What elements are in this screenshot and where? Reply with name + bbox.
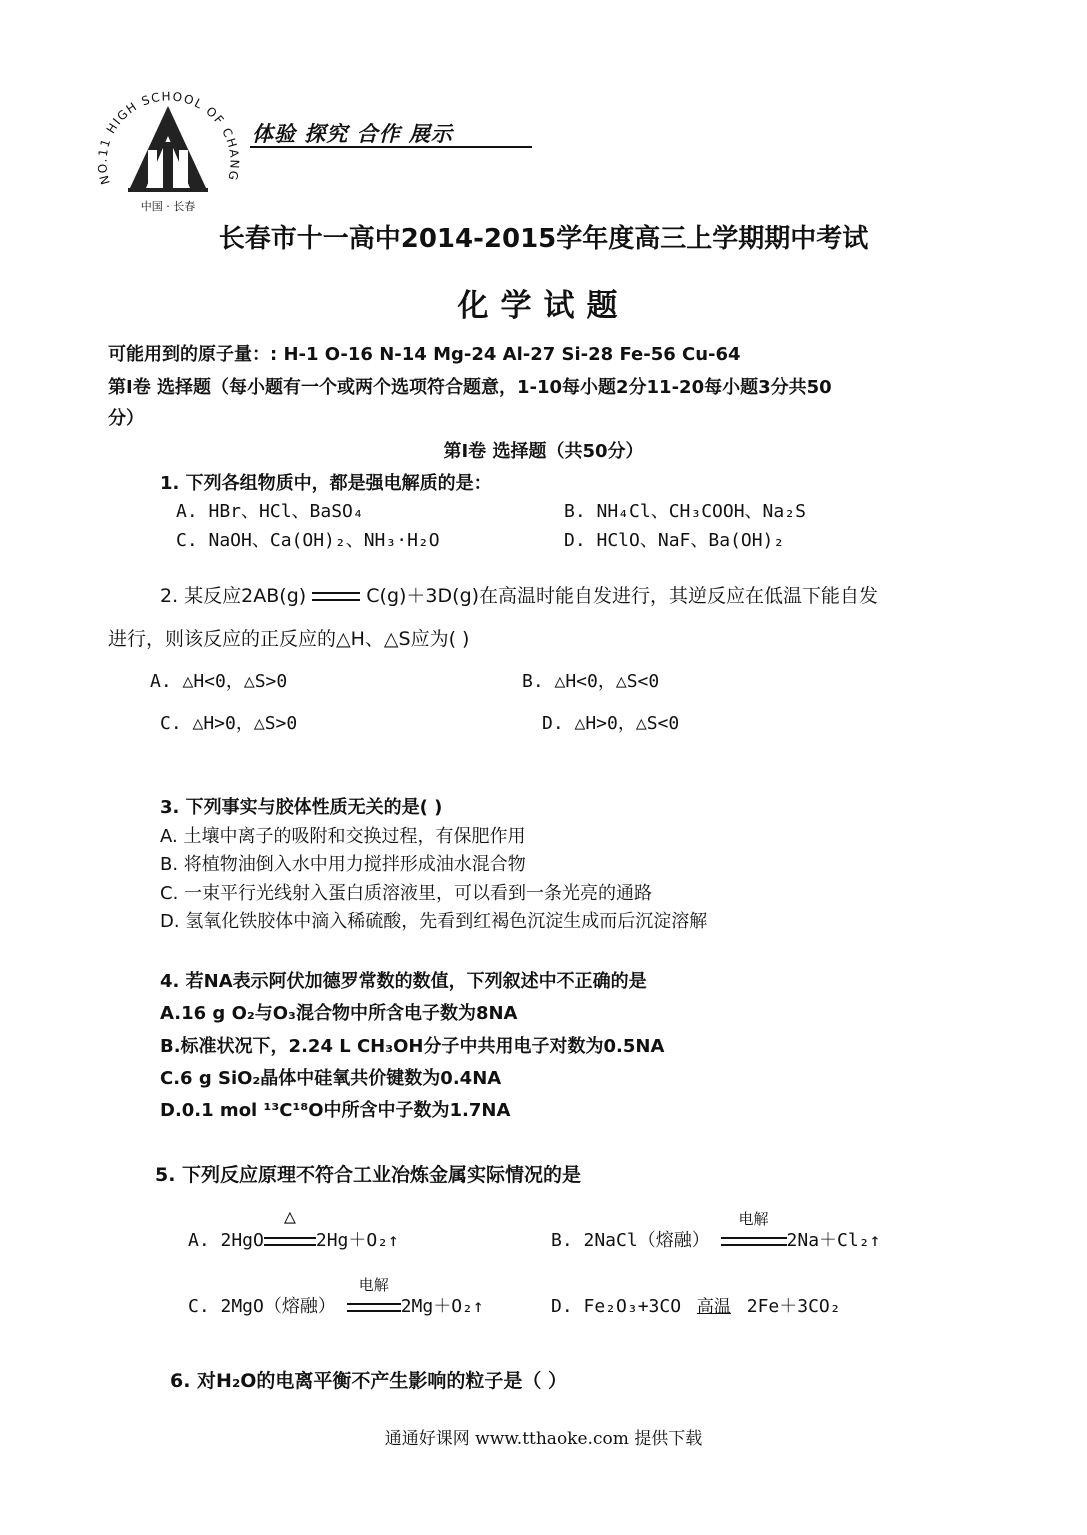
equals-arrow-icon [721, 1237, 787, 1246]
q2-option-c: C. △H>0，△S>0 [160, 713, 298, 734]
q5-b-reactants: B. 2NaCl（熔融） [551, 1230, 710, 1251]
logo-bottom-text: 中国 · 长春 [140, 200, 196, 213]
q5-a-products: 2Hg＋O₂↑ [315, 1230, 399, 1251]
q1-option-b: B. NH₄Cl、CH₃COOH、Na₂S [564, 501, 806, 522]
q2-stem-part-a: 2. 某反应2AB(g) [160, 585, 307, 607]
q3-option-c: C. 一束平行光线射入蛋白质溶液里，可以看到一条光亮的通路 [160, 883, 653, 904]
exam-title: 长春市十一高中2014-2015学年度高三上学期期中考试 [218, 224, 869, 254]
school-logo [88, 68, 248, 218]
question-3-stem: 3. 下列事实与胶体性质无关的是( ) [160, 797, 443, 818]
motto-underline [250, 146, 532, 148]
footer-credit: 通通好课网 www.tthaoke.com 提供下载 [384, 1429, 703, 1449]
q3-option-d: D. 氢氧化铁胶体中滴入稀硫酸，先看到红褐色沉淀生成而后沉淀溶解 [160, 911, 708, 932]
q4-option-c: C.6 g SiO₂晶体中硅氧共价键数为0.4NA [160, 1068, 502, 1089]
q5-option-a [188, 1204, 399, 1252]
q5-d-products: 2Fe＋3CO₂ [746, 1296, 841, 1317]
reversible-arrow-icon [312, 592, 360, 601]
q1-option-c: C. NaOH、Ca(OH)₂、NH₃·H₂O [176, 530, 440, 551]
q5-c-reactants: C. 2MgO（熔融） [188, 1296, 336, 1317]
question-6-stem: 6. 对H₂O的电离平衡不产生影响的粒子是（ ） [170, 1370, 568, 1392]
q1-option-a: A. HBr、HCl、BaSO₄ [176, 501, 364, 522]
section-intro-line-1: 第Ⅰ卷 选择题（每小题有一个或两个选项符合题意，1-10每小题2分11-20每小题3分共50 [108, 377, 832, 398]
q5-d-reactants: D. Fe₂O₃+3CO [551, 1296, 682, 1317]
q3-option-a: A. 土壤中离子的吸附和交换过程，有保肥作用 [160, 826, 526, 847]
question-5-stem: 5. 下列反应原理不符合工业冶炼金属实际情况的是 [155, 1164, 582, 1186]
high-temp-condition: 高温 [696, 1297, 731, 1317]
q2-option-b: B. △H<0，△S<0 [522, 671, 660, 692]
q5-b-products: 2Na＋Cl₂↑ [786, 1230, 881, 1251]
equals-arrow-icon [264, 1237, 316, 1246]
heat-condition: △ [283, 1204, 296, 1228]
question-2-stem-line-2: 进行，则该反应的正反应的△H、△S应为( ) [108, 628, 470, 650]
equals-arrow-icon [347, 1303, 401, 1312]
school-motto: 体验 探究 合作 展示 [252, 121, 453, 146]
q5-option-b [551, 1210, 881, 1252]
q4-option-b: B.标准状况下，2.24 L CH₃OH分子中共用电子对数为0.5NA [160, 1036, 665, 1057]
q3-option-b: B. 将植物油倒入水中用力搅拌形成油水混合物 [160, 854, 526, 875]
exam-subtitle: 化学试题 [457, 288, 630, 324]
q5-a-reactants: A. 2HgO [188, 1230, 264, 1251]
logo-ring-text: NO.11 HIGH SCHOOL OF CHANG [95, 89, 242, 186]
atomic-masses: 可能用到的原子量：: H-1 O-16 N-14 Mg-24 Al-27 Si-28 Fe-56 Cu-64 [108, 344, 741, 365]
question-1-stem: 1. 下列各组物质中，都是强电解质的是： [160, 473, 492, 494]
q4-option-a: A.16 g O₂与O₃混合物中所含电子数为8NA [160, 1003, 518, 1024]
q1-option-d: D. HClO、NaF、Ba(OH)₂ [564, 530, 785, 551]
question-4-stem: 4. 若NA表示阿伏加德罗常数的数值，下列叙述中不正确的是 [160, 971, 647, 992]
electrolysis-condition: 电解 [358, 1276, 389, 1294]
q5-c-products: 2Mg＋O₂↑ [400, 1296, 484, 1317]
q4-option-d: D.0.1 mol ¹³C¹⁸O中所含中子数为1.7NA [160, 1100, 511, 1121]
q5-option-d [551, 1292, 841, 1318]
section-intro-line-2: 分） [108, 408, 144, 429]
q2-stem-part-b: C(g)＋3D(g)在高温时能自发进行，其逆反应在低温下能自发 [366, 585, 879, 607]
question-2-stem-line-1 [160, 581, 878, 608]
q2-option-a: A. △H<0，△S>0 [150, 671, 288, 692]
section-heading: 第Ⅰ卷 选择题（共50分） [443, 441, 644, 462]
q5-option-c [188, 1276, 484, 1318]
q2-option-d: D. △H>0，△S<0 [542, 713, 680, 734]
electrolysis-condition: 电解 [738, 1210, 769, 1228]
